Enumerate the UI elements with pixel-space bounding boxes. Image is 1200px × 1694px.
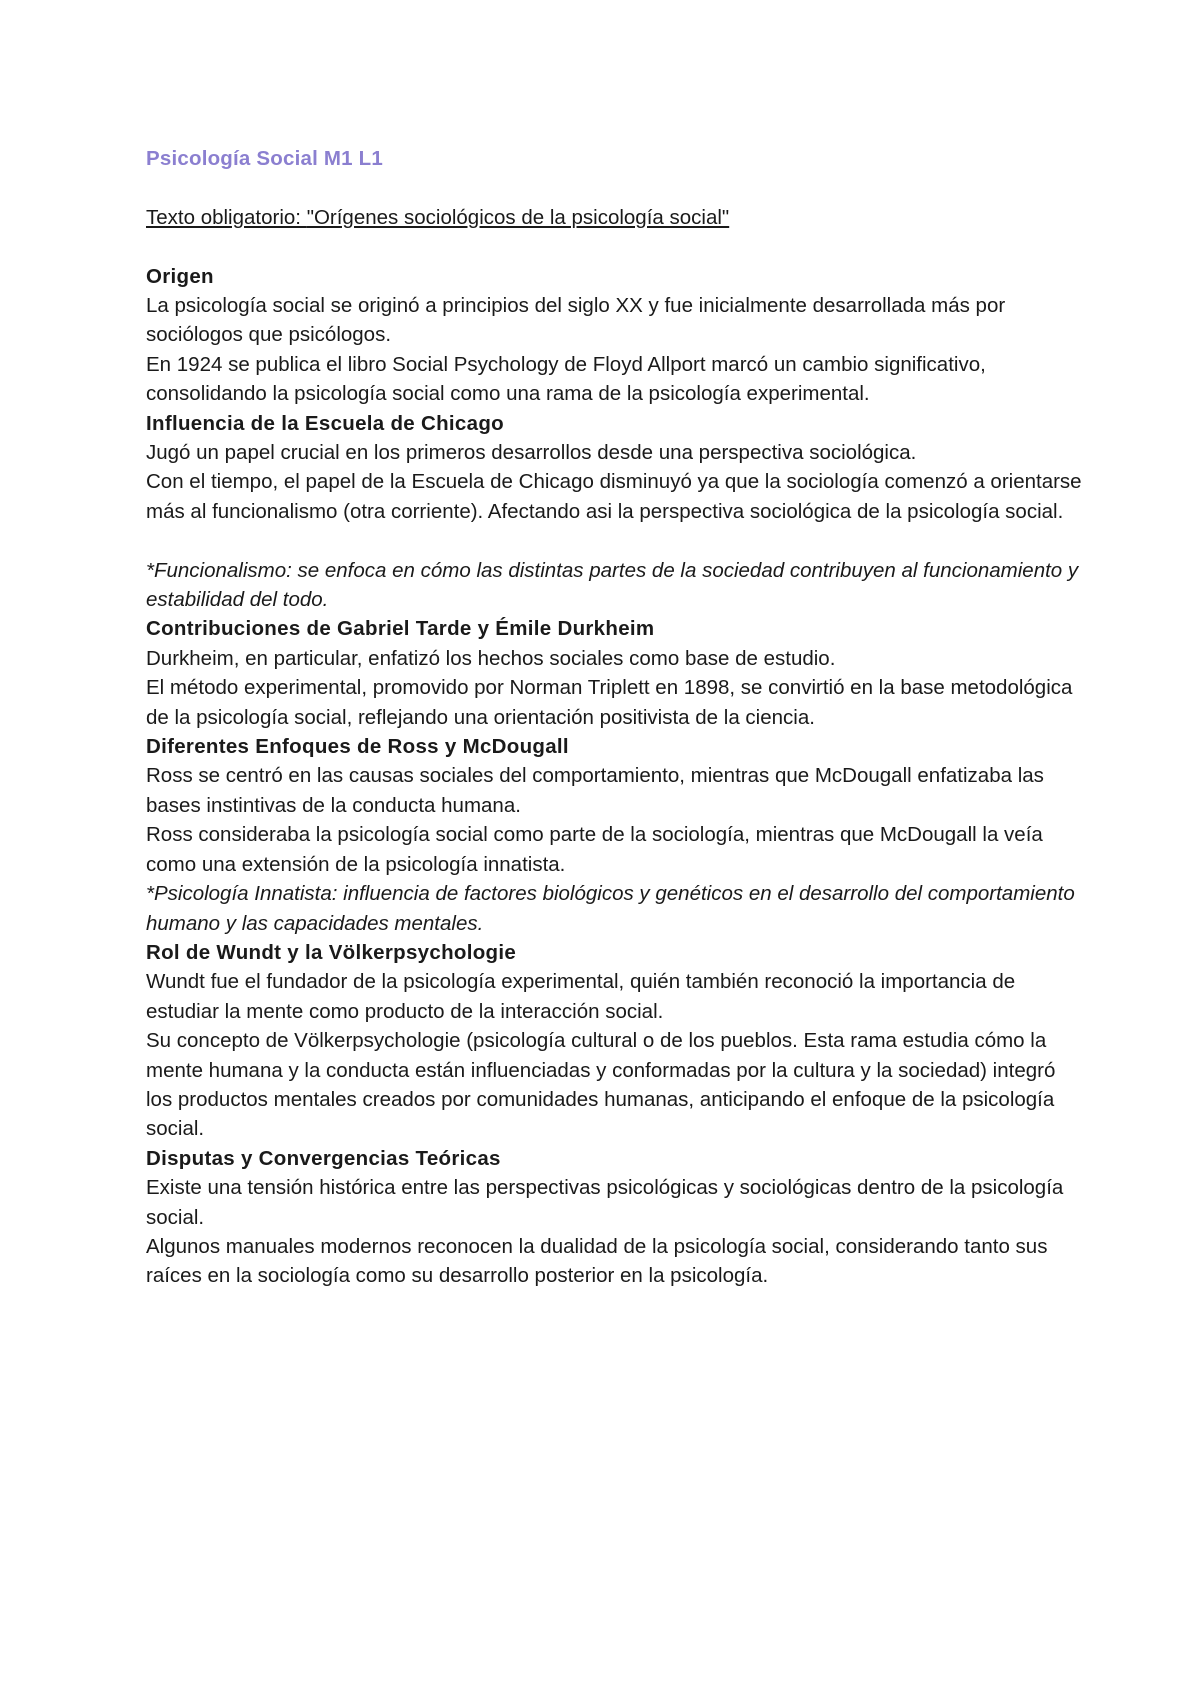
paragraph: Con el tiempo, el papel de la Escuela de Chicago disminuyó ya que la sociología comenzó a orientarse más al funcionalismo (otra corriente). Afectando asi la perspectiva sociológica de la psicología social. — [146, 470, 1082, 523]
section-heading-origen: Origen — [146, 264, 214, 288]
section-heading-disputas: Disputas y Convergencias Teóricas — [146, 1146, 501, 1170]
paragraph: Su concepto de Völkerpsychologie (psicología cultural o de los pueblos. Esta rama estudia cómo la mente humana y la conducta están influenciadas y conformadas por la cultura y la sociedad) integró los productos mentales creados por comunidades humanas, anticipando el enfoque de la psicología social. — [146, 1029, 1056, 1141]
section-heading-ross-mcdougall: Diferentes Enfoques de Ross y McDougall — [146, 735, 569, 759]
note-funcionalismo: *Funcionalismo: se enfoca en cómo las distintas partes de la sociedad contribuyen al funcionamiento y estabilidad del todo. — [146, 558, 1079, 612]
paragraph: El método experimental, promovido por Norman Triplett en 1898, se convirtió en la base metodológica de la psicología social, reflejando una orientación positivista de la ciencia. — [146, 676, 1073, 729]
paragraph: Ross se centró en las causas sociales del comportamiento, mientras que McDougall enfatizaba las bases instintivas de la conducta humana. — [146, 764, 1044, 817]
document-title: Psicología Social M1 L1 — [146, 147, 384, 170]
paragraph: Ross consideraba la psicología social como parte de la sociología, mientras que McDougall la veía como una extensión de la psicología innatista. — [146, 823, 1043, 876]
section-heading-wundt: Rol de Wundt y la Völkerpsychologie — [146, 940, 517, 964]
required-reading — [146, 203, 1086, 232]
document-page — [146, 144, 1086, 1291]
paragraph: Wundt fue el fundador de la psicología experimental, quién también reconoció la importancia de estudiar la mente como producto de la interacción social. — [146, 970, 1016, 1023]
section-heading-tarde-durkheim: Contribuciones de Gabriel Tarde y Émile Durkheim — [146, 617, 655, 641]
required-reading-label: Texto obligatorio: — [146, 205, 307, 229]
paragraph: Durkheim, en particular, enfatizó los hechos sociales como base de estudio. — [146, 646, 836, 670]
paragraph: La psicología social se originó a principios del siglo XX y fue inicialmente desarrollada más por sociólogos que psicólogos. — [146, 294, 1006, 347]
paragraph: En 1924 se publica el libro Social Psychology de Floyd Allport marcó un cambio significativo, consolidando la psicología social como una rama de la psicología experimental. — [146, 352, 986, 406]
paragraph: Algunos manuales modernos reconocen la dualidad de la psicología social, considerando tanto sus raíces en la sociología como su desarrollo posterior en la psicología. — [146, 1234, 1048, 1288]
note-innatista: *Psicología Innatista: influencia de factores biológicos y genéticos en el desarrollo del comportamiento humano y las capacidades mentales. — [146, 882, 1075, 935]
blank-line — [146, 526, 1086, 555]
paragraph: Existe una tensión histórica entre las perspectivas psicológicas y sociológicas dentro de la psicología social. — [146, 1176, 1064, 1229]
section-heading-chicago: Influencia de la Escuela de Chicago — [146, 411, 504, 435]
paragraph: Jugó un papel crucial en los primeros desarrollos desde una perspectiva sociológica. — [146, 441, 917, 465]
required-reading-title: "Orígenes sociológicos de la psicología social" — [306, 205, 730, 229]
